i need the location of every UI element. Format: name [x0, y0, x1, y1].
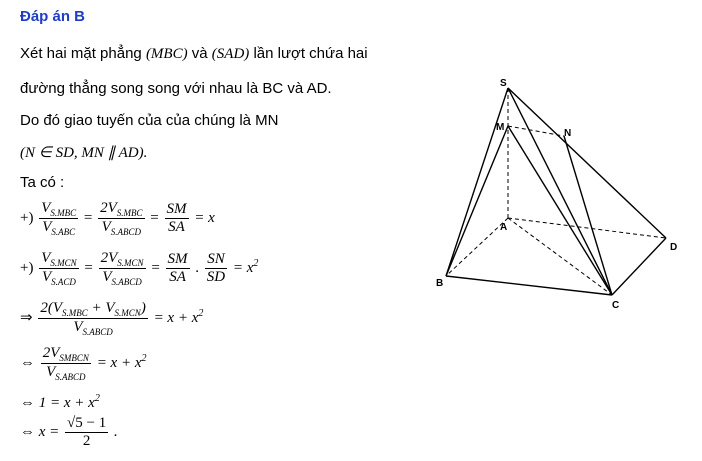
eq1-frac-1: $\frac{V_{S.MBC}}{V_{S.ABC}}$	[41, 200, 77, 237]
equation-5: ⇔ $1 = x + x^2$	[20, 393, 100, 411]
eq2-rhs: = x	[232, 259, 254, 276]
eq2-frac-4: $\frac{SN}{SD}$	[206, 251, 226, 285]
eq4-frac: $\frac{2V_{SMBCN}}{V_{S.ABCD}}$	[42, 345, 89, 382]
eq2-prefix: +)	[20, 259, 34, 276]
eq4-rhs: = x + x	[96, 354, 142, 371]
plane-sad: (SAD)	[211, 46, 250, 62]
label-s: S	[500, 78, 507, 89]
eq3-prefix: ⇒	[20, 309, 33, 326]
equation-4: ⇔ $\frac{2V_{SMBCN}}{V_{S.ABCD}}$ = $x + x^2$	[20, 345, 147, 382]
text-line-1-end: lần lượt chứa hai	[253, 45, 368, 62]
eq1-rhs: = x	[194, 209, 215, 226]
eq3-rhs: = x + x	[153, 309, 199, 326]
eq2-frac-2: $\frac{2V_{S.MCN}}{V_{S.ABCD}}$	[100, 250, 144, 287]
answer-heading: Đáp án B	[20, 8, 86, 25]
text-line-1-start: Xét hai mặt phẳng	[20, 45, 142, 62]
equation-3: ⇒ $\frac{2(V_{S.MBC} + V_{S.MCN})}{V_{S.ABCD}}$ = $x + x^2$	[20, 300, 204, 337]
eq1-prefix: +)	[20, 209, 34, 226]
label-c: C	[612, 300, 620, 311]
equation-2: +) $\frac{V_{S.MCN}}{V_{S.ACD}}$ = $\frac{2V_{S.MCN}}{V_{S.ABCD}}$ = $\frac{SM}{SA}$ . $\frac{SN}{SD}$ = $x^2$	[20, 250, 259, 287]
text-line-3: Do đó giao tuyến của của chúng là MN	[20, 112, 279, 129]
hidden-edges	[446, 88, 666, 295]
equation-1: +) $\frac{V_{S.MBC}}{V_{S.ABC}}$ = $\frac{2V_{S.MBC}}{V_{S.ABCD}}$ = $\frac{SM}{SA}$ = x	[20, 200, 215, 237]
eq5-body: 1 = x + x	[38, 395, 95, 411]
eq6-lhs: x =	[38, 423, 60, 440]
eq6-prefix: ⇔	[20, 423, 35, 440]
eq6-frac: $\frac{√5 - 1}{2}$	[67, 415, 107, 449]
label-n: N	[564, 128, 572, 139]
text-line-4: (N ∈ SD, MN ∥ AD).	[20, 145, 148, 161]
visible-edges	[446, 88, 666, 295]
text-line-1	[20, 45, 368, 63]
text-line-5: Ta có :	[20, 174, 65, 191]
label-m: M	[496, 122, 505, 133]
label-d: D	[670, 242, 678, 253]
eq1-frac-2: $\frac{2V_{S.MBC}}{V_{S.ABCD}}$	[100, 200, 143, 237]
text-line-2: đường thẳng song song với nhau là BC và AD.	[20, 80, 332, 97]
equation-6: ⇔ x = $\frac{√5 - 1}{2}$ .	[20, 415, 118, 449]
label-a: A	[500, 222, 508, 233]
eq5-prefix: ⇔	[20, 395, 35, 411]
pyramid-figure	[430, 70, 690, 320]
text-and: và	[191, 45, 208, 62]
eq4-prefix: ⇔	[20, 354, 35, 371]
plane-mbc: (MBC)	[145, 46, 188, 62]
eq2-frac-1: $\frac{V_{S.MCN}}{V_{S.ACD}}$	[41, 250, 77, 287]
eq2-frac-3: $\frac{SM}{SA}$	[167, 251, 188, 285]
eq3-frac: $\frac{2(V_{S.MBC} + V_{S.MCN})}{V_{S.ABCD}}$	[40, 300, 146, 337]
eq1-frac-3: $\frac{SM}{SA}$	[166, 201, 187, 235]
label-b: B	[436, 278, 444, 289]
